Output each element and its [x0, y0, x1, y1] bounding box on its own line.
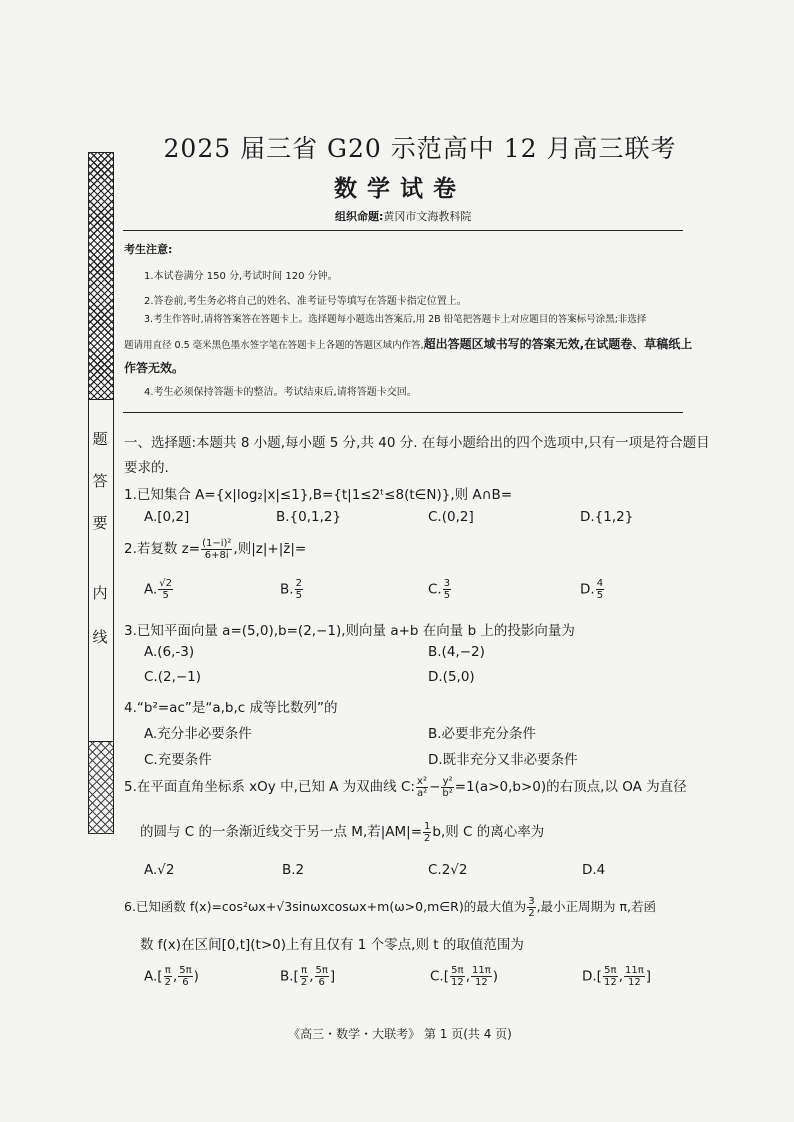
- q2-frac-num: (1−i)²: [202, 537, 232, 549]
- q5-frac-y: [441, 776, 453, 799]
- opt-frac-2: [315, 965, 329, 988]
- q5-minus: −: [429, 779, 441, 795]
- opt-frac-2: [178, 965, 192, 988]
- organizer-value: 黄冈市文海教科院: [383, 210, 472, 223]
- question-4-stem: 4.“b²=ac”是“a,b,c 成等比数列”的: [124, 700, 338, 716]
- frac-den: 12: [475, 977, 488, 988]
- frac-num: 1: [424, 820, 431, 832]
- frac-num: 3: [443, 578, 451, 589]
- q5-option-d[interactable]: D.4: [582, 862, 606, 878]
- frac-den: 5: [596, 590, 604, 601]
- frac-den: 5: [295, 590, 302, 601]
- notice-heading: 考生注意:: [124, 243, 173, 256]
- frac-num: 5π: [451, 965, 464, 976]
- frac-den: 2: [164, 977, 171, 988]
- frac-den: 5: [162, 590, 169, 601]
- q5-line2-pre: 的圆与 C 的一条渐近线交于另一点 M,若|AM|=: [140, 824, 423, 840]
- opt-frac-1: [164, 965, 172, 988]
- q5-line2-post: b,则 C 的离心率为: [432, 824, 545, 840]
- q2-option-b-frac: [295, 578, 303, 601]
- q2-stem-post: ,则|z|+|z̄|=: [233, 541, 307, 557]
- frac-den: 5: [443, 590, 451, 601]
- q5-frac-x: [416, 776, 428, 799]
- exam-subject: 数学试卷: [334, 176, 466, 202]
- opt-frac-1: [300, 965, 308, 988]
- binding-hatch-top: [89, 153, 113, 400]
- frac-den: 2: [528, 908, 535, 919]
- frac-den: 12: [450, 977, 464, 988]
- q5-frac-half: [423, 821, 431, 844]
- frac-num: 5π: [179, 965, 192, 976]
- opt-prefix: A.[: [144, 968, 163, 985]
- q1-option-b[interactable]: B.{0,1,2}: [276, 509, 342, 525]
- q2-option-d[interactable]: [580, 578, 605, 601]
- q4-option-c[interactable]: C.充要条件: [144, 752, 212, 768]
- frac-num: 2: [295, 578, 302, 589]
- q2-option-a-frac: [158, 578, 173, 601]
- q3-option-d[interactable]: D.(5,0): [428, 669, 475, 685]
- q6-stem-post: ,最小正周期为 π,若函: [536, 899, 657, 914]
- opt-suffix: ]: [645, 968, 652, 985]
- question-2-stem: [124, 537, 306, 561]
- binding-char: 要: [92, 514, 108, 532]
- opt-suffix: ]: [329, 968, 336, 985]
- notice-item: 3.考生作答时,请将答案答在答题卡上。选择题每小题选出答案后,用 2B 铅笔把答题卡上对应题目的答案标号涂黑;非选择: [144, 314, 647, 325]
- q2-stem-pre: 2.若复数 z=: [124, 541, 201, 557]
- frac-den: 6: [318, 977, 325, 988]
- q6-option-d[interactable]: D.[ $\frac{5\pi}{12}$ , $\frac{11\pi}{12}$ ]: [582, 965, 652, 988]
- opt-frac-2: [624, 965, 645, 988]
- q4-option-d[interactable]: D.既非充分又非必要条件: [428, 752, 578, 768]
- question-6-line2: 数 f(x)在区间[0,t](t>0)上有且仅有 1 个零点,则 t 的取值范围为: [140, 937, 524, 953]
- q5-stem-post: =1(a>0,b>0)的右顶点,以 OA 为直径: [454, 779, 687, 795]
- q2-option-c-label: C.: [428, 581, 442, 598]
- frac-num: √2: [159, 578, 173, 589]
- q2-option-b-label: B.: [280, 581, 294, 598]
- frac-num: 5π: [604, 965, 617, 976]
- frac-num: y²: [442, 775, 453, 787]
- frac-den: 2: [424, 832, 431, 844]
- opt-prefix: D.[: [582, 968, 602, 985]
- q3-option-a[interactable]: A.(6,-3): [144, 644, 195, 660]
- q1-option-d[interactable]: D.{1,2}: [580, 509, 634, 525]
- q6-frac-max: [527, 896, 535, 919]
- notice-item-text: 题请用直径 0.5 毫米黑色墨水签字笔在答题卡上各题的答题区域内作答,: [124, 340, 424, 351]
- notice-item-highlight: 超出答题区域书写的答案无效,在试题卷、草稿纸上: [423, 337, 693, 351]
- frac-num: 11π: [472, 965, 491, 976]
- q2-option-b[interactable]: [280, 578, 304, 601]
- q2-option-d-label: D.: [580, 581, 595, 598]
- q2-option-a[interactable]: [144, 578, 174, 601]
- frac-den: 2: [300, 977, 308, 988]
- binding-char: 内: [92, 584, 108, 602]
- q4-option-b[interactable]: B.必要非充分条件: [428, 726, 537, 742]
- binding-char: 答: [92, 472, 108, 490]
- frac-den: 6: [182, 977, 189, 988]
- section-intro: 一、选择题:本题共 8 小题,每小题 5 分,共 40 分. 在每小题给出的四个选项中,只有一项是符合题目: [124, 435, 710, 451]
- q2-option-a-label: A.: [144, 581, 158, 598]
- frac-num: 4: [596, 578, 604, 589]
- notice-item: 4.考生必须保持答题卡的整洁。考试结束后,请将答题卡交回。: [144, 387, 417, 398]
- frac-den: b²: [442, 787, 453, 799]
- opt-frac-2: [471, 965, 492, 988]
- question-6-stem: [124, 896, 656, 919]
- frac-num: 3: [528, 896, 535, 907]
- q6-option-a[interactable]: A.[ $\frac{\pi}{2}$ , $\frac{5\pi}{6}$ ): [144, 965, 199, 988]
- opt-frac-1: [450, 965, 465, 988]
- binding-hatch-bottom: [89, 741, 113, 834]
- q6-stem-pre: 6.已知函数 f(x)=cos²ωx+√3sinωxcosωx+m(ω>0,m∈R)的最大值为: [124, 899, 527, 914]
- q6-option-b[interactable]: B.[ $\frac{\pi}{2}$ , $\frac{5\pi}{6}$ ]: [280, 965, 336, 988]
- q6-option-c[interactable]: C.[ $\frac{5\pi}{12}$ , $\frac{11\pi}{12}$ ): [430, 965, 499, 988]
- q1-option-a[interactable]: A.[0,2]: [144, 509, 190, 525]
- notice-item: [124, 335, 692, 352]
- question-5-line2: [140, 820, 544, 844]
- q5-option-b[interactable]: B.2: [282, 862, 305, 878]
- binding-char: 线: [92, 628, 108, 646]
- frac-num: x²: [417, 775, 427, 787]
- q5-option-a[interactable]: A.√2: [144, 862, 175, 878]
- frac-num: 11π: [625, 965, 644, 976]
- q2-option-c-frac: [443, 578, 451, 601]
- question-3-stem: 3.已知平面向量 a=(5,0),b=(2,−1),则向量 a+b 在向量 b 上的投影向量为: [124, 623, 575, 639]
- q2-frac-den: 6+8i: [204, 549, 229, 561]
- notice-item-highlight: 作答无效。: [124, 361, 185, 375]
- organizer: [335, 208, 471, 224]
- opt-suffix: ): [193, 968, 199, 985]
- frac-den: a²: [416, 787, 428, 799]
- frac-num: π: [301, 965, 308, 976]
- question-5-stem: [124, 775, 687, 799]
- opt-frac-1: [603, 965, 618, 988]
- opt-prefix: B.[: [280, 968, 299, 985]
- frac-den: 12: [628, 977, 641, 988]
- q4-option-a[interactable]: A.充分非必要条件: [144, 726, 252, 742]
- opt-suffix: ): [492, 968, 499, 985]
- q2-option-d-frac: [596, 578, 604, 601]
- binding-char: 题: [92, 430, 108, 448]
- notice-item: 1.本试卷满分 150 分,考试时间 120 分钟。: [144, 271, 338, 282]
- frac-num: π: [164, 965, 171, 976]
- q2-option-c[interactable]: [428, 578, 452, 601]
- notice-rule: [123, 412, 683, 413]
- organizer-label: 组织命题:: [335, 210, 384, 223]
- q5-option-c[interactable]: C.2√2: [428, 862, 468, 878]
- header-rule: [123, 230, 683, 231]
- section-intro: 要求的.: [124, 460, 169, 476]
- frac-num: 5π: [315, 965, 328, 976]
- exam-title: 2025 届三省 G20 示范高中 12 月高三联考: [163, 134, 677, 163]
- binding-strip: [88, 152, 114, 834]
- q3-option-b[interactable]: B.(4,−2): [428, 644, 485, 660]
- q1-option-c[interactable]: C.(0,2]: [428, 509, 474, 525]
- notice-item: 2.答卷前,考生务必将自己的姓名、准考证号等填写在答题卡指定位置上。: [144, 296, 467, 307]
- q2-fraction: [201, 538, 232, 561]
- q3-option-c[interactable]: C.(2,−1): [144, 669, 202, 685]
- page-footer: 《高三・数学・大联考》 第 1 页(共 4 页): [288, 1027, 512, 1041]
- opt-prefix: C.[: [430, 968, 449, 985]
- question-1-stem: 1.已知集合 A={x|log₂|x|≤1},B={t|1≤2ᵗ≤8(t∈N)},则 A∩B=: [124, 487, 513, 503]
- q5-stem-pre: 5.在平面直角坐标系 xOy 中,已知 A 为双曲线 C:: [124, 779, 415, 795]
- frac-den: 12: [603, 977, 617, 988]
